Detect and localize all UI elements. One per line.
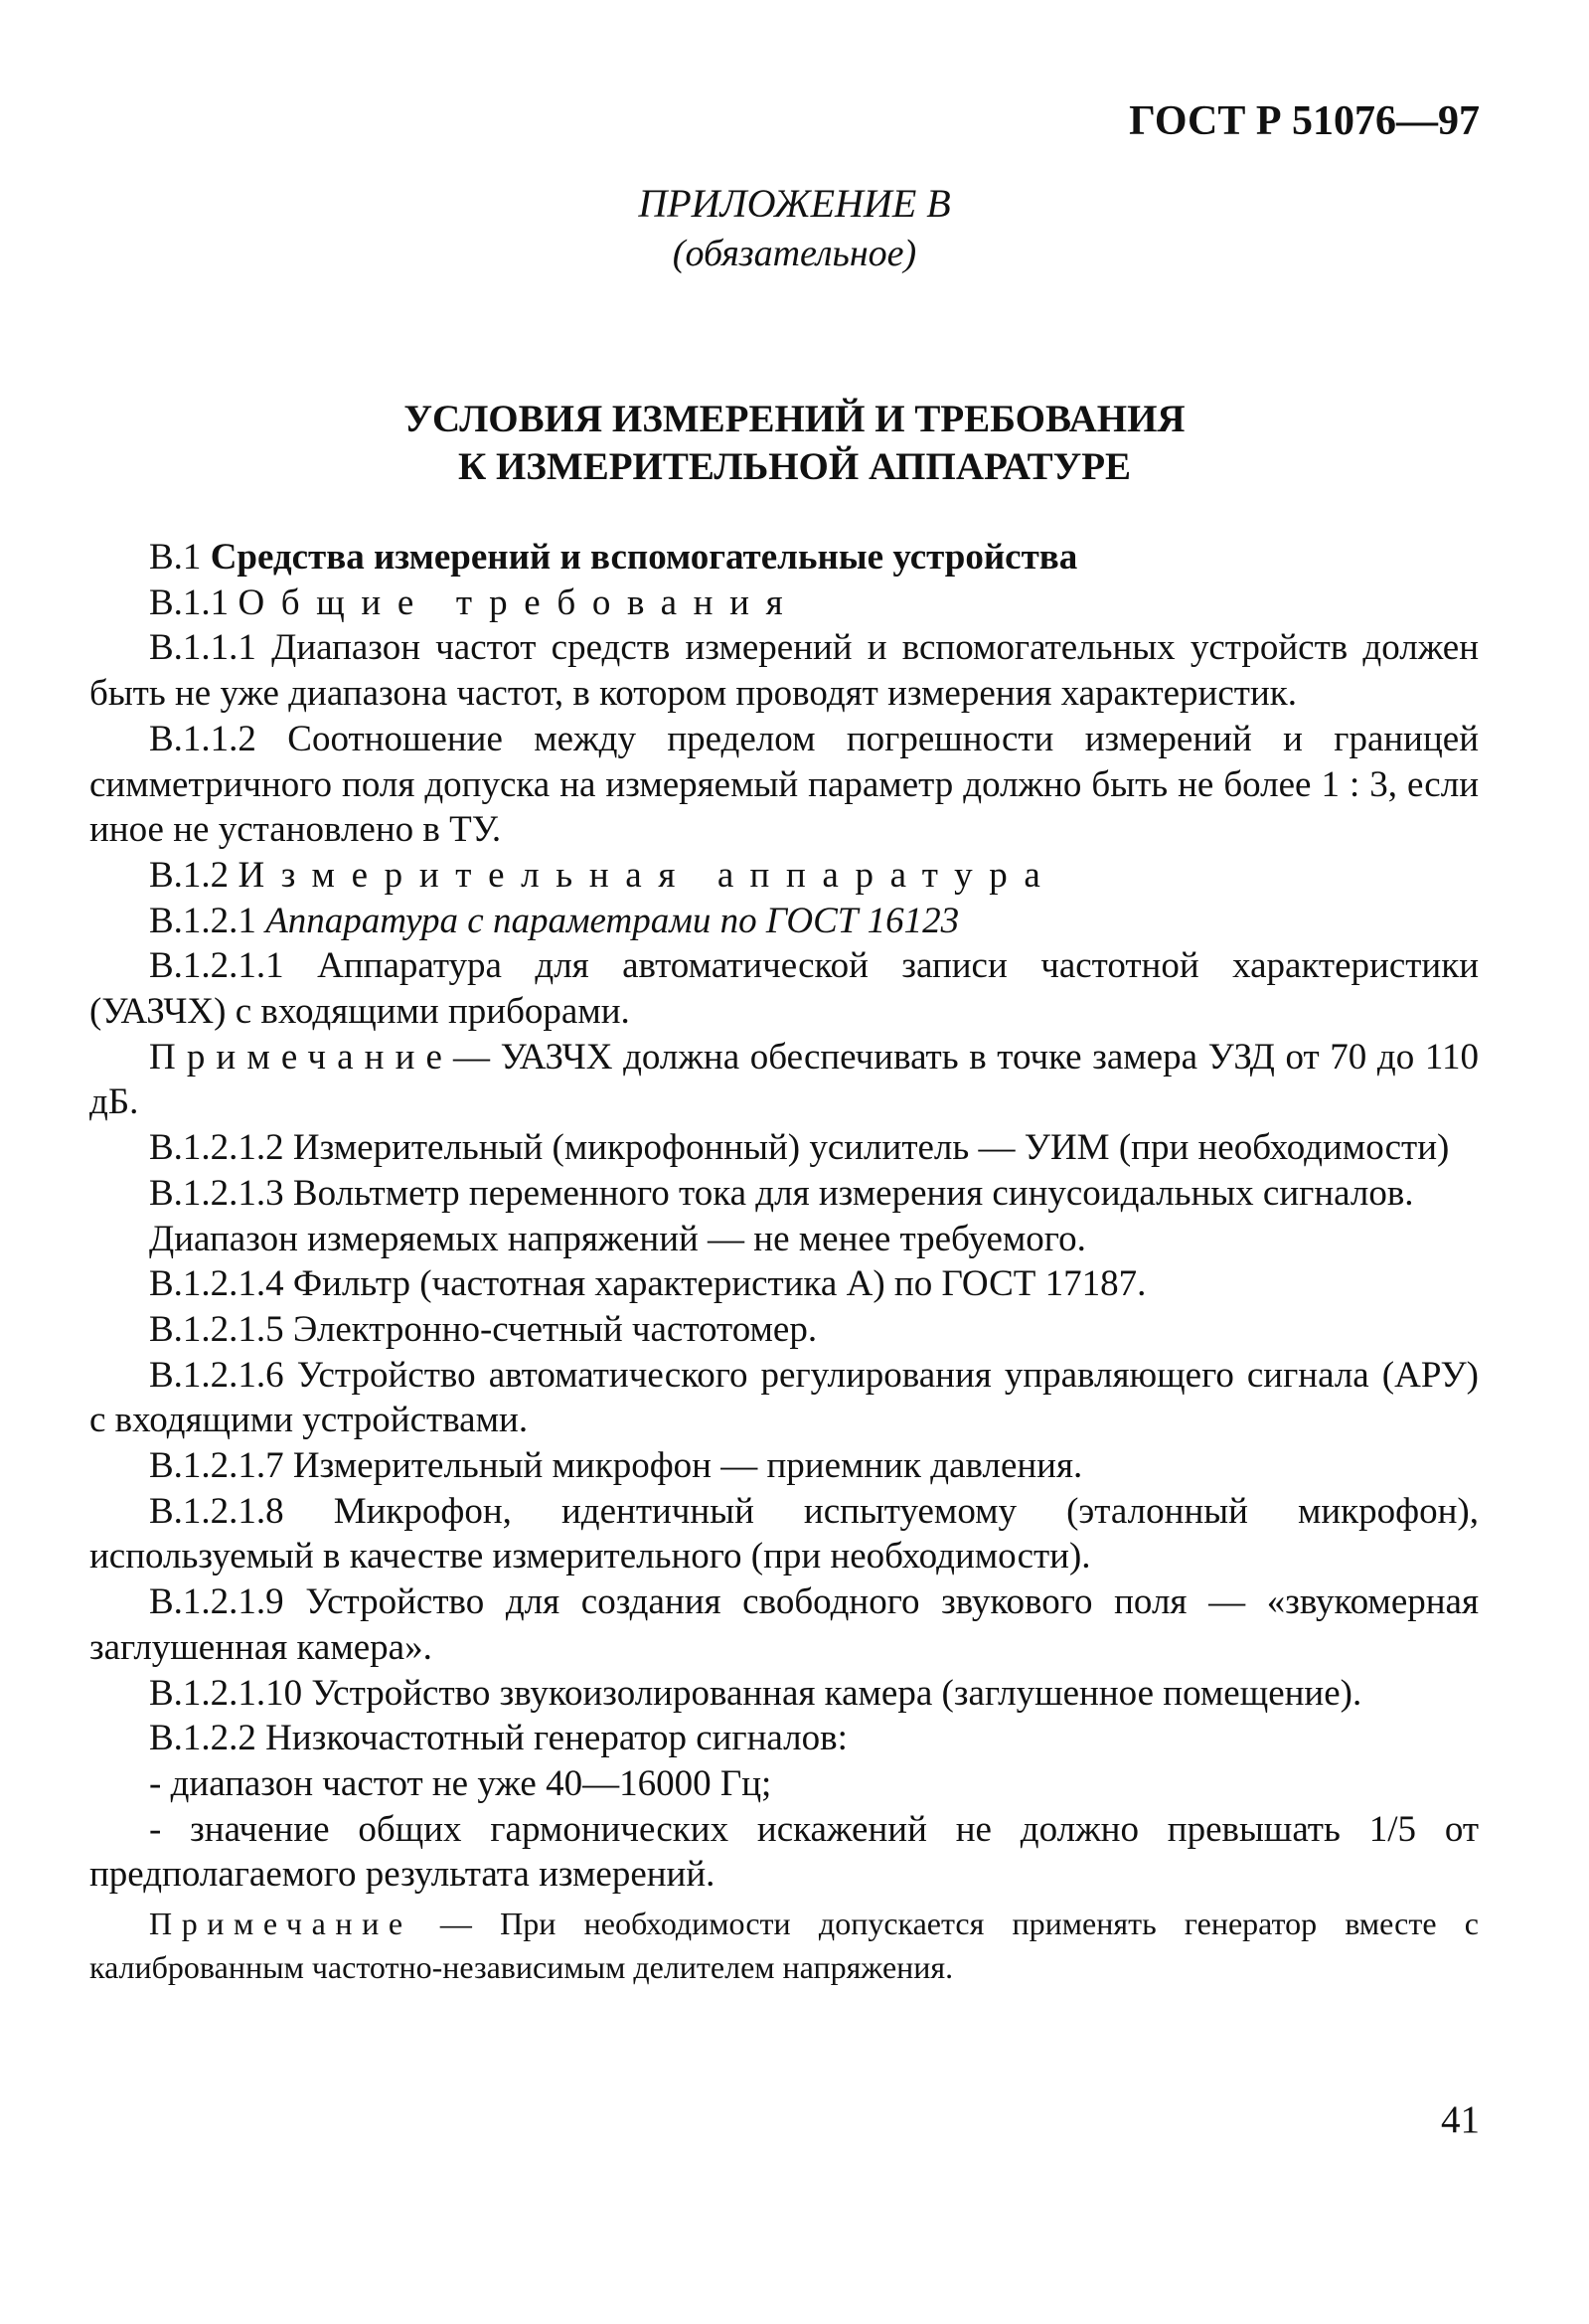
clause-b1-title: Средства измерений и вспомогательные устройства bbox=[210, 537, 1078, 578]
clause-b1-number: В.1 bbox=[149, 537, 202, 578]
clause-b1214: В.1.2.1.4 Фильтр (частотная характеристика А) по ГОСТ 17187. bbox=[149, 1263, 1147, 1305]
appendix-heading bbox=[0, 179, 1589, 278]
section-title-line2: К ИЗМЕРИТЕЛЬНОЙ АППАРАТУРЕ bbox=[457, 445, 1132, 488]
note-2 bbox=[89, 1902, 1479, 1989]
clause-b1 bbox=[89, 535, 1479, 581]
section-title bbox=[0, 396, 1589, 491]
clause-b12-number: В.1.2 bbox=[149, 854, 230, 896]
clause-b1211: В.1.2.1.1 Аппаратура для автоматической записи частотной характеристики (УАЗЧХ) с входящими приборами. bbox=[89, 945, 1479, 1033]
list-item: - значение общих гармонических искажений не должно превышать 1/5 от предполагаемого результата измерений. bbox=[89, 1808, 1479, 1896]
clause-b121-number: В.1.2.1 bbox=[149, 900, 256, 941]
clause-b112: В.1.1.2 Соотношение между пределом погрешности измерений и границей симметричного поля допуска на измеряемый параметр должно быть не более 1 : 3, если иное не установлено в ТУ. bbox=[89, 718, 1479, 851]
clause-b1217: В.1.2.1.7 Измерительный микрофон — приемник давления. bbox=[149, 1445, 1083, 1487]
clause-b12-title: Измерительная аппаратура bbox=[238, 854, 1057, 896]
clause-b122: В.1.2.2 Низкочастотный генератор сигналов: bbox=[149, 1718, 848, 1759]
page-number: 41 bbox=[1441, 2098, 1480, 2141]
section-title-line1: УСЛОВИЯ ИЗМЕРЕНИЙ И ТРЕБОВАНИЯ bbox=[403, 398, 1186, 440]
clause-b1219: В.1.2.1.9 Устройство для создания свободного звукового поля — «звукомерная заглушенная камера». bbox=[89, 1581, 1479, 1668]
clause-b12 bbox=[89, 853, 1479, 899]
clause-b121-title: Аппаратура с параметрами по ГОСТ 16123 bbox=[265, 900, 960, 941]
clause-b111: В.1.1.1 Диапазон частот средств измерений и вспомогательных устройств должен быть не уже диапазона частот, в котором проводят измерения характеристик. bbox=[89, 627, 1479, 715]
clause-b1216: В.1.2.1.6 Устройство автоматического регулирования управляющего сигнала (АРУ) с входящими устройствами. bbox=[89, 1354, 1479, 1441]
note-1 bbox=[89, 1035, 1479, 1125]
note-2-text: — При необходимости допускается применять генератор вместе с калиброванным частотно-независимым делителем напряжения. bbox=[89, 1906, 1480, 1986]
clause-b1212: В.1.2.1.2 Измерительный (микрофонный) усилитель — УИМ (при необходимости) bbox=[149, 1127, 1450, 1169]
list-item: - диапазон частот не уже 40—16000 Гц; bbox=[149, 1762, 772, 1804]
clause-b121 bbox=[89, 899, 1479, 944]
note-1-text: — УАЗЧХ должна обеспечивать в точке замера УЗД от 70 до 110 дБ. bbox=[89, 1036, 1479, 1123]
clause-b11 bbox=[89, 581, 1479, 626]
document-body bbox=[89, 535, 1479, 1989]
range-text: Диапазон измеряемых напряжений — не менее требуемого. bbox=[149, 1218, 1086, 1259]
appendix-status: (обязательное) bbox=[672, 233, 917, 274]
note-1-label: Примечание bbox=[149, 1036, 453, 1078]
clause-b1213: В.1.2.1.3 Вольтметр переменного тока для измерения синусоидальных сигналов. bbox=[149, 1172, 1414, 1214]
document-code: ГОСТ Р 51076—97 bbox=[1129, 98, 1480, 144]
clause-b12110: В.1.2.1.10 Устройство звукоизолированная камера (заглушенное помещение). bbox=[149, 1672, 1362, 1714]
clause-b11-title: Общие требования bbox=[238, 581, 800, 623]
clause-b1215: В.1.2.1.5 Электронно-счетный частотомер. bbox=[149, 1308, 818, 1350]
clause-b1218: В.1.2.1.8 Микрофон, идентичный испытуемому (эталонный микрофон), используемый в качестве измерительного (при необходимости). bbox=[89, 1490, 1479, 1577]
clause-b11-number: В.1.1 bbox=[149, 581, 230, 623]
note-2-label: Примечание bbox=[149, 1906, 412, 1942]
appendix-title: ПРИЛОЖЕНИЕ В bbox=[638, 181, 951, 226]
